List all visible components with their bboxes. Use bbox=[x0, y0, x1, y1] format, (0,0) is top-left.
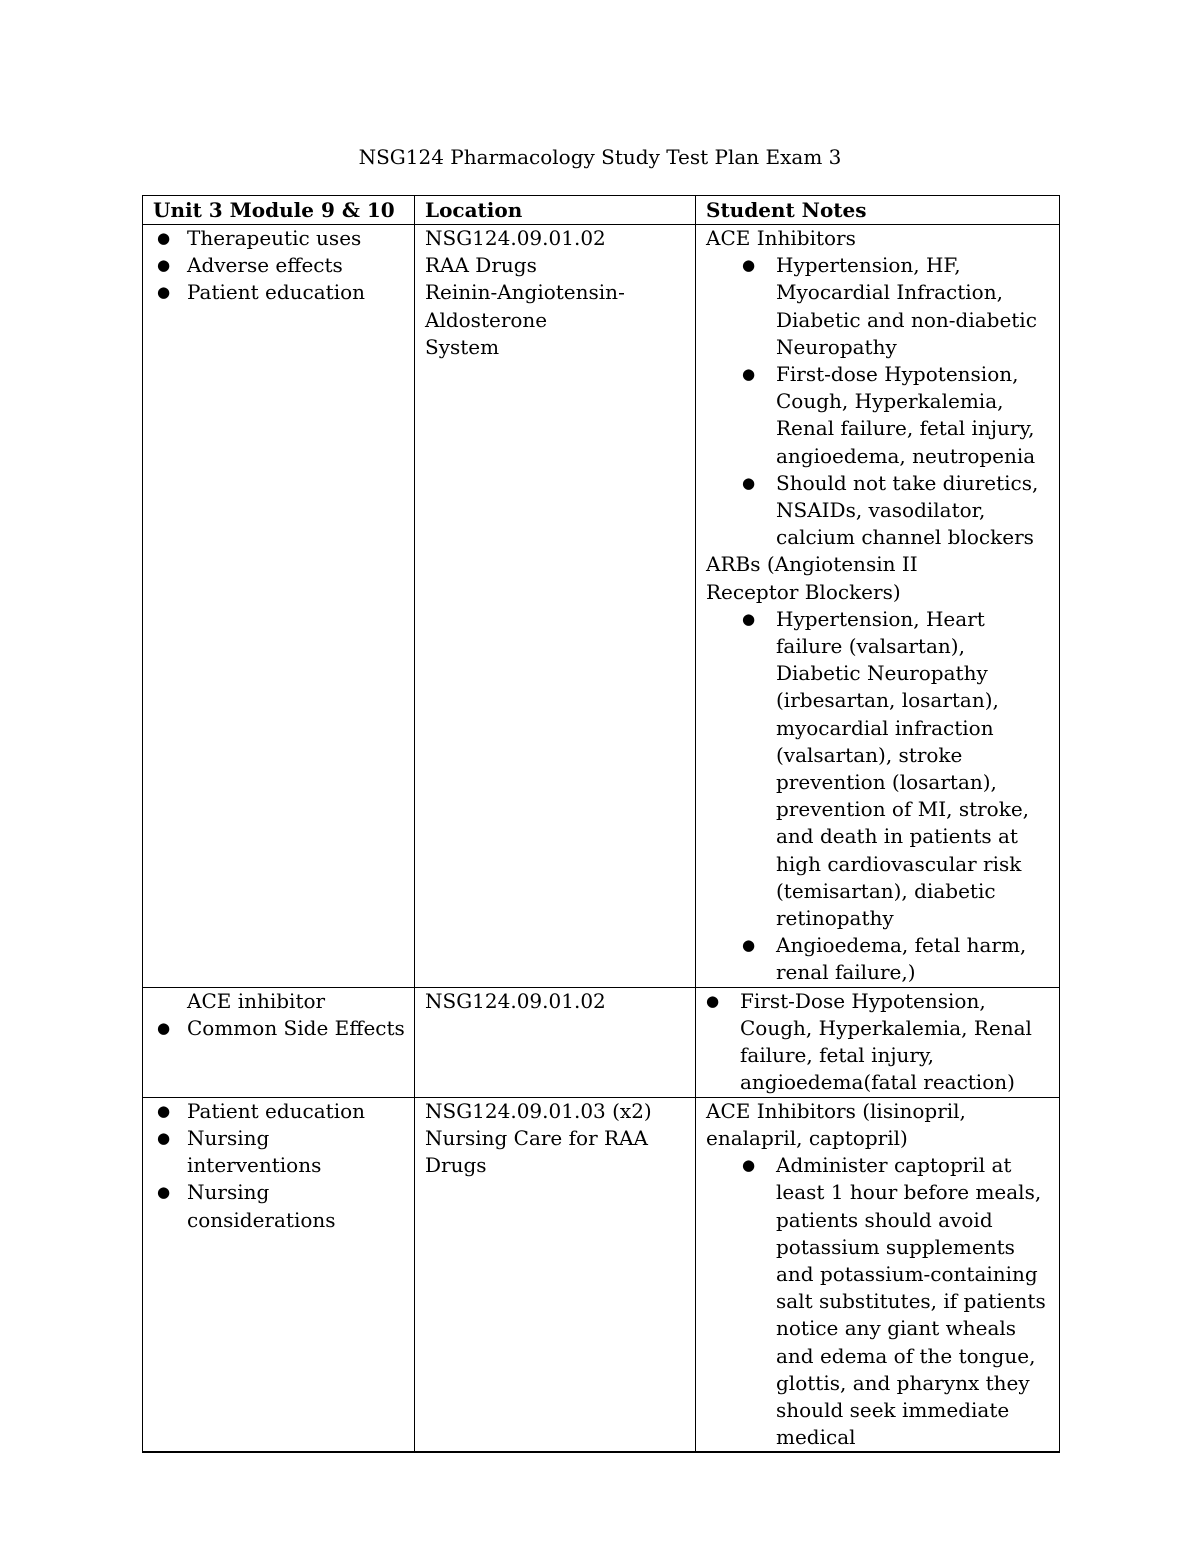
list-item: ● Hypertension, HF, Myocardial Infraction, Diabetic and non-diabetic Neuropathy bbox=[742, 253, 1037, 359]
bullet-icon: ● bbox=[742, 473, 756, 492]
location-cell bbox=[415, 225, 696, 988]
list-item: ● Nursing interventions bbox=[157, 1125, 322, 1178]
notes-list bbox=[706, 252, 1051, 551]
notes-group-title: ACE Inhibitors (lisinopril, enalapril, captopril) bbox=[706, 1098, 966, 1150]
list-item: ● Hypertension, Heart failure (valsartan), Diabetic Neuropathy (irbesartan, losartan), myocardial infraction (valsartan), stroke prevention (losartan), prevention of MI, stroke, and death in patients at high cardiovascular risk (temisartan), diabetic retinopathy bbox=[742, 606, 1030, 931]
page-title: NSG124 Pharmacology Study Test Plan Exam 3 bbox=[358, 145, 842, 169]
bullet-icon: ● bbox=[157, 1101, 171, 1120]
list-item: ● Nursing considerations bbox=[157, 1180, 336, 1232]
bullet-icon: ● bbox=[157, 1018, 171, 1037]
topic-list bbox=[153, 1098, 406, 1234]
bullet-icon: ● bbox=[742, 256, 756, 275]
topic-cell bbox=[143, 1097, 415, 1452]
location-cell bbox=[415, 1097, 696, 1452]
list-item: ● Adverse effects bbox=[153, 252, 406, 279]
location-subtitle: Reinin-Angiotensin-Aldosterone System bbox=[425, 280, 625, 359]
test-plan-table bbox=[142, 195, 1060, 1453]
topic-heading: ACE inhibitor bbox=[187, 988, 326, 1013]
table-row bbox=[143, 987, 1060, 1097]
table-header-row bbox=[143, 196, 1060, 225]
location-cell bbox=[415, 987, 696, 1097]
bullet-icon: ● bbox=[742, 1156, 756, 1175]
notes-group-title: ACE Inhibitors bbox=[706, 226, 856, 250]
list-item: ● Therapeutic uses bbox=[153, 225, 406, 252]
list-item: ● First-Dose Hypotension, Cough, Hyperkalemia, Renal failure, fetal injury, angioedema(fatal reaction) bbox=[706, 988, 1032, 1095]
header-unit-module: Unit 3 Module 9 & 10 bbox=[143, 196, 415, 225]
bullet-icon: ● bbox=[742, 365, 756, 384]
topic-list bbox=[153, 1015, 406, 1042]
list-item: ● Should not take diuretics, NSAIDs, vasodilator, calcium channel blockers bbox=[742, 470, 1039, 550]
bullet-icon: ● bbox=[157, 229, 171, 247]
bullet-icon: ● bbox=[157, 1183, 171, 1202]
location-code: NSG124.09.01.03 (x2) bbox=[425, 1098, 652, 1123]
notes-list bbox=[706, 606, 1051, 987]
topic-cell bbox=[143, 987, 415, 1097]
location-title: RAA Drugs bbox=[425, 253, 537, 278]
notes-cell bbox=[696, 225, 1060, 988]
list-item: ● Patient education bbox=[153, 1098, 406, 1125]
bullet-icon: ● bbox=[742, 609, 756, 628]
topic-list bbox=[153, 225, 406, 307]
list-item: ● First-dose Hypotension, Cough, Hyperkalemia, Renal failure, fetal injury, angioedema, neutropenia bbox=[742, 362, 1036, 468]
bullet-icon: ● bbox=[157, 283, 171, 302]
topic-cell bbox=[143, 225, 415, 988]
location-code: NSG124.09.01.02 bbox=[425, 988, 606, 1013]
bullet-icon: ● bbox=[157, 1128, 171, 1147]
bullet-icon: ● bbox=[742, 936, 756, 955]
notes-list bbox=[706, 1152, 1051, 1451]
bullet-icon: ● bbox=[706, 991, 720, 1010]
location-code: NSG124.09.01.02 bbox=[425, 226, 606, 250]
location-title: Nursing Care for RAA Drugs bbox=[425, 1125, 648, 1178]
notes-cell bbox=[696, 1097, 1060, 1452]
list-item: ● Common Side Effects bbox=[153, 1015, 406, 1042]
bullet-icon: ● bbox=[157, 256, 171, 275]
table-row bbox=[143, 1097, 1060, 1452]
list-item: ● Angioedema, fetal harm, renal failure,) bbox=[742, 933, 1027, 985]
notes-cell bbox=[696, 987, 1060, 1097]
header-location: Location bbox=[415, 196, 696, 225]
notes-list bbox=[706, 988, 1051, 1097]
header-student-notes: Student Notes bbox=[696, 196, 1060, 225]
list-item: ● Administer captopril at least 1 hour before meals, patients should avoid potassium supplements and potassium-containing salt substitutes, if patients notice any giant wheals and edema of the tongue, glottis, and pharynx they should seek immediate medical bbox=[742, 1153, 1046, 1450]
notes-group-title: ARBs (Angiotensin II Receptor Blockers) bbox=[706, 552, 918, 604]
table-row bbox=[143, 225, 1060, 988]
list-item: ● Patient education bbox=[153, 279, 406, 306]
